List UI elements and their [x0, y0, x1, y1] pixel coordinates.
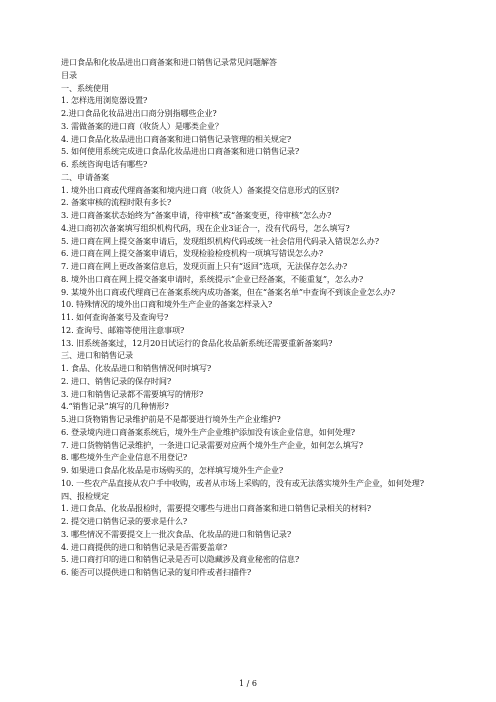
- list-item: 2. 提交进口销售记录的要求是什么?: [61, 516, 188, 526]
- list-item: 9. 如果进口食品化妆品是市场购买的，怎样填写境外生产企业?: [61, 465, 284, 475]
- list-item: 6. 登录境内进口商备案系统后，境外生产企业维护添加没有该企业信息，如何处理?: [61, 426, 356, 437]
- section-heading: 一、系统使用: [61, 82, 109, 93]
- document-content: [61, 56, 436, 579]
- section-inspection-rules: [61, 490, 436, 579]
- list-item: 8. 境外出口商在网上提交备案申请时，系统提示“企业已经备案，不能重复”，怎么办?: [61, 273, 364, 284]
- list-item: 10. 特殊情况的境外出口商和境外生产企业的备案怎样录入?: [61, 299, 273, 310]
- list-item: 13. 旧系统备案过，12月20日试运行的食品化妆品新系统还需要重新备案吗?: [61, 337, 333, 348]
- toc-label: 目录: [61, 69, 77, 80]
- page-number: 1 / 6: [239, 679, 257, 688]
- list-item: 2.进口食品化妆品进出口商分别指哪些企业?: [61, 108, 217, 118]
- document-title: 进口食品和化妆品进出口商备案和进口销售记录常见问题解答: [61, 57, 277, 67]
- list-item: 4.进口商初次备案填写组织机构代码，现在企业3证合一，没有代码号，怎么填写?: [61, 222, 350, 233]
- list-item: 2. 进口、销售记录的保存时间?: [61, 375, 172, 386]
- section-apply-filing: [61, 171, 436, 350]
- list-item: 2. 备案审核的流程时限有多长?: [61, 197, 172, 208]
- list-item: 8. 哪些境外生产企业信息不用登记?: [61, 452, 188, 463]
- section-import-sales-records: [61, 349, 436, 489]
- list-item: 11. 如何查询备案号及查询号?: [61, 312, 169, 322]
- list-item: 6. 系统咨询电话有哪些?: [61, 159, 148, 169]
- list-item: 7. 进口货物销售记录维护，一条进口记录需要对应两个境外生产企业，如何怎么填写?: [61, 439, 364, 450]
- section-heading: 三、进口和销售记录: [61, 350, 133, 361]
- list-item: 4.“销售记录”填写的几种情形?: [61, 401, 169, 412]
- list-item: 3. 进口和销售记录都不需要填写的情形?: [61, 388, 204, 399]
- list-item: 5. 如何使用系统完成进口食品化妆品进出口商备案和进口销售记录?: [61, 146, 300, 157]
- list-item: 9. 某境外出口商或代理商已在备案系统内成功备案，但在“备案名单”中查询不到该企业怎么办?: [61, 286, 396, 297]
- list-item: 1. 进口食品、化妆品报检时，需要提交哪些与进出口商备案和进口销售记录相关的材料?: [61, 503, 372, 514]
- section-system-use: [61, 82, 436, 171]
- list-item: 12. 查询号、邮箱等使用注意事项?: [61, 324, 185, 335]
- list-item: 6. 能否可以提供进口和销售记录的复印件或者扫描件?: [61, 567, 252, 577]
- list-item: 1. 怎样选用浏览器设置?: [61, 95, 148, 106]
- list-item: 4. 进口商提供的进口和销售记录是否需要盖章?: [61, 541, 228, 552]
- list-item: 4. 进口食品化妆品进出口商备案和进口销售记录管理的相关规定?: [61, 133, 292, 144]
- list-item: 5. 进口商打印的进口和销售记录是否可以隐藏涉及商业秘密的信息?: [61, 554, 300, 565]
- section-heading: 二、申请备案: [61, 171, 109, 182]
- list-item: 3. 需做备案的进口商（收货人）是哪类企业？: [61, 120, 223, 131]
- section-heading: 四、报检规定: [61, 490, 109, 501]
- list-item: 6. 进口商在网上提交备案申请后，发现检验检疫机构一项填写错误怎么办?: [61, 248, 324, 259]
- list-item: 3. 哪些情况不需要提交上一批次食品、化妆品的进口和销售记录?: [61, 528, 292, 539]
- list-item: 7. 进口商在网上更改备案信息后，发现页面上只有“返回”选项，无法保存怎么办?: [61, 261, 348, 271]
- list-item: 1. 食品、化妆品进口和销售情况何时填写?: [61, 363, 212, 373]
- list-item: 5.进口货物销售记录维护前是不是都要进行境外生产企业维护?: [61, 414, 281, 424]
- list-item: 1. 境外出口商或代理商备案和境内进口商（收货人）备案提交信息形式的区别?: [61, 184, 340, 195]
- list-item: 10. 一些农产品直接从农户手中收购，或者从市场上采购的，没有或无法落实境外生产企业，如何处理?: [61, 477, 425, 488]
- list-item: 5. 进口商在网上提交备案申请后，发现组织机构代码或统一社会信用代码录入错误怎么办?: [61, 235, 380, 246]
- list-item: 3. 进口商备案状态始终为“备案申请，待审核”或“备案变更，待审核”怎么办?: [61, 210, 332, 220]
